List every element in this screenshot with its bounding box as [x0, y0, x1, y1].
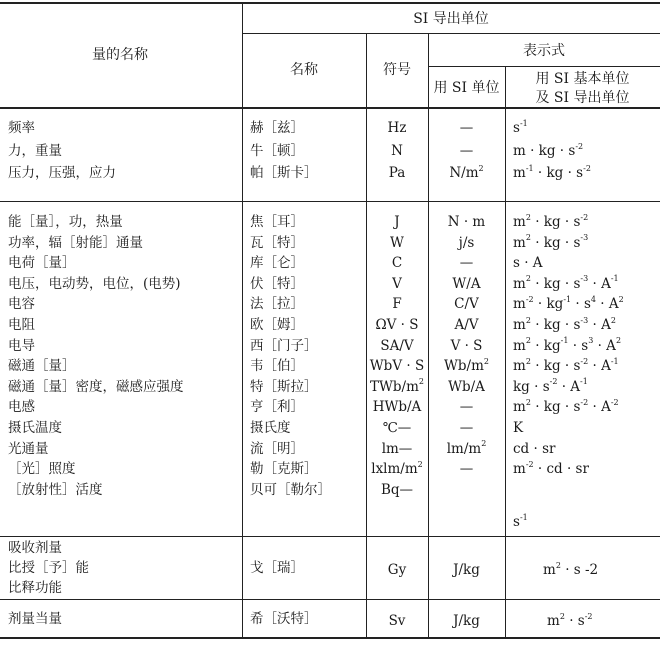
unit-symbol: J: [394, 214, 400, 230]
unit-name: 流［明］: [250, 440, 304, 457]
si-expression: W/A: [452, 275, 481, 292]
base-expression: $m^2$ · kg · $s^{-2} \cdot A^{-2}$: [513, 397, 619, 416]
unit-name: 勒［克斯］: [250, 461, 318, 478]
base-expression: $m^2$ · kg · $s^{-3}$: [513, 233, 589, 251]
si-expression: —: [459, 255, 474, 272]
rule-header-bottom: [0, 107, 660, 109]
si-expression: Wb/A: [448, 378, 485, 395]
quantity-name: 磁通［量］密度，磁感应强度: [8, 378, 184, 395]
unit-symbol: Hz: [387, 120, 407, 136]
base-expression: K: [513, 420, 524, 436]
unit-name: 希［沃特］: [250, 611, 318, 627]
header-symbol: 符号: [383, 62, 411, 78]
si-expression: —: [459, 120, 474, 136]
quantity-name: 磁通［量］: [8, 358, 76, 375]
unit-symbol: Bq—: [380, 481, 414, 498]
unit-name: 亨［利］: [250, 399, 304, 416]
quantity-name: ［放射性］活度: [8, 481, 103, 498]
si-expression: —: [459, 420, 474, 436]
unit-name: 欧［姆］: [250, 317, 304, 333]
si-expression: N · m: [447, 214, 486, 230]
base-expression: $s^{-1}$: [513, 118, 528, 136]
base-expression: $m^{-2}$ · cd · sr: [513, 459, 589, 478]
si-expression: J/kg: [453, 562, 480, 578]
unit-name: 贝可［勒尔］: [250, 481, 331, 498]
unit-symbol: HWb/A: [372, 399, 422, 416]
quantity-name: 压力，压强，应力: [8, 165, 116, 181]
quantity-name: 力，重量: [8, 143, 62, 159]
col-divider-4: [505, 66, 506, 638]
quantity-name: 电容: [8, 296, 35, 313]
header-si-derived-unit: SI 导出单位: [413, 11, 489, 27]
quantity-name: ［光］照度: [8, 461, 76, 478]
base-expression: $m^2 \cdot kg^{-1} \cdot s^3 \cdot A^2$: [513, 336, 622, 354]
unit-name: 摄氏度: [250, 420, 291, 436]
quantity-name: 光通量: [8, 440, 49, 457]
unit-symbol: lm—: [381, 440, 413, 457]
unit-name: 戈［瑞］: [250, 560, 304, 576]
unit-name: 法［拉］: [250, 296, 304, 313]
quantity-name: 电荷［量］: [8, 255, 76, 272]
si-expression: J/kg: [453, 613, 480, 629]
si-expression: $N/m^2$: [449, 163, 484, 181]
quantity-name: 频率: [8, 120, 35, 136]
si-expression: A/V: [454, 317, 479, 333]
unit-symbol: N: [391, 143, 403, 159]
si-expression: —: [459, 143, 474, 159]
unit-name: 库［仑］: [250, 255, 304, 272]
unit-symbol: ΩV · S: [375, 317, 419, 333]
unit-symbol: SA/V: [380, 337, 414, 354]
base-expression: $m^{-2} \cdot kg^{-1} \cdot s^4 \cdot A^2$: [513, 294, 624, 313]
si-expression: —: [459, 461, 474, 478]
header-name: 名称: [290, 62, 318, 78]
si-expression: $lm/m^2$: [446, 439, 487, 457]
unit-symbol: Pa: [388, 165, 406, 181]
base-expression: $m^2$ · kg · $s^{-3} \cdot A^{-1}$: [513, 274, 619, 292]
unit-symbol: W: [390, 234, 404, 251]
unit-symbol: Gy: [387, 562, 407, 578]
rule-group-2: [0, 536, 660, 537]
base-expression: $m^{-1}$ · kg · $s^{-2}$: [513, 163, 591, 181]
unit-name: 焦［耳］: [250, 214, 304, 230]
base-expression: $m^2 \cdot s^{-2}$: [547, 611, 593, 629]
unit-name: 特［斯拉］: [250, 378, 318, 395]
unit-symbol: lxlm/$m^2$: [371, 459, 423, 478]
quantity-name: 比释功能: [8, 580, 62, 596]
si-expression: j/s: [458, 234, 475, 251]
unit-name: 伏［特］: [250, 275, 304, 292]
unit-name: 赫［兹］: [250, 120, 304, 136]
unit-symbol: V: [392, 275, 402, 292]
unit-symbol: F: [392, 296, 402, 313]
quantity-name: 电阻: [8, 317, 35, 333]
si-expression: C/V: [454, 296, 479, 313]
base-expression: kg · $s^{-2} \cdot A^{-1}$: [513, 377, 588, 395]
header-quantity-name: 量的名称: [92, 47, 148, 63]
unit-name: 韦［伯］: [250, 358, 304, 375]
header-in-si-units: 用 SI 单位: [433, 80, 500, 96]
quantity-name: 电导: [8, 337, 35, 354]
unit-symbol: ℃—: [382, 420, 412, 436]
base-expression: cd · sr: [513, 440, 556, 457]
base-expression: $m^2$ · kg · $s^{-3} \cdot A^2$: [513, 315, 616, 333]
rule-header-expression: [428, 66, 660, 67]
base-expression: s · A: [513, 255, 543, 272]
col-divider-1: [242, 2, 243, 638]
si-expression: V · S: [450, 337, 483, 354]
quantity-name: 剂量当量: [8, 611, 62, 627]
base-expression: $m^2 \cdot s$ -2: [543, 560, 599, 578]
quantity-name: 电压，电动势，电位，(电势): [8, 275, 181, 292]
base-expression: m · kg · $s^{-2}$: [513, 141, 584, 159]
quantity-name: 摄氏温度: [8, 420, 62, 436]
unit-symbol: WbV · S: [369, 358, 425, 375]
unit-name: 西［门子］: [250, 337, 318, 354]
header-in-derived-units: 及 SI 导出单位: [535, 90, 630, 106]
rule-header-si: [242, 33, 660, 34]
rule-group-3: [0, 599, 660, 600]
base-expression: $m^2$ · kg · $s^{-2}$: [513, 212, 589, 230]
base-expression: $s^{-1}$: [513, 512, 528, 530]
unit-symbol: Sv: [388, 613, 406, 629]
header-expression: 表示式: [523, 43, 565, 59]
quantity-name: 电感: [8, 399, 35, 416]
header-in-base-units: 用 SI 基本单位: [535, 71, 630, 87]
rule-top: [0, 2, 660, 4]
unit-name: 牛［顿］: [250, 143, 304, 159]
rule-group-1: [0, 201, 660, 202]
quantity-name: 比授［予］能: [8, 560, 89, 576]
base-expression: $m^2$ · kg · $s^{-2} \cdot A^{-1}$: [513, 356, 619, 375]
quantity-name: 能［量］，功，热量: [8, 214, 123, 230]
si-expression: —: [459, 399, 474, 416]
rule-bottom: [0, 637, 660, 639]
si-expression: $Wb/m^2$: [444, 356, 489, 375]
quantity-name: 功率，辐［射能］通量: [8, 234, 143, 251]
unit-name: 瓦［特］: [250, 234, 304, 251]
quantity-name: 吸收剂量: [8, 540, 62, 556]
unit-name: 帕［斯卡］: [250, 165, 318, 181]
unit-symbol: C: [391, 255, 403, 272]
unit-symbol: TWb/$m^2$: [370, 377, 424, 395]
